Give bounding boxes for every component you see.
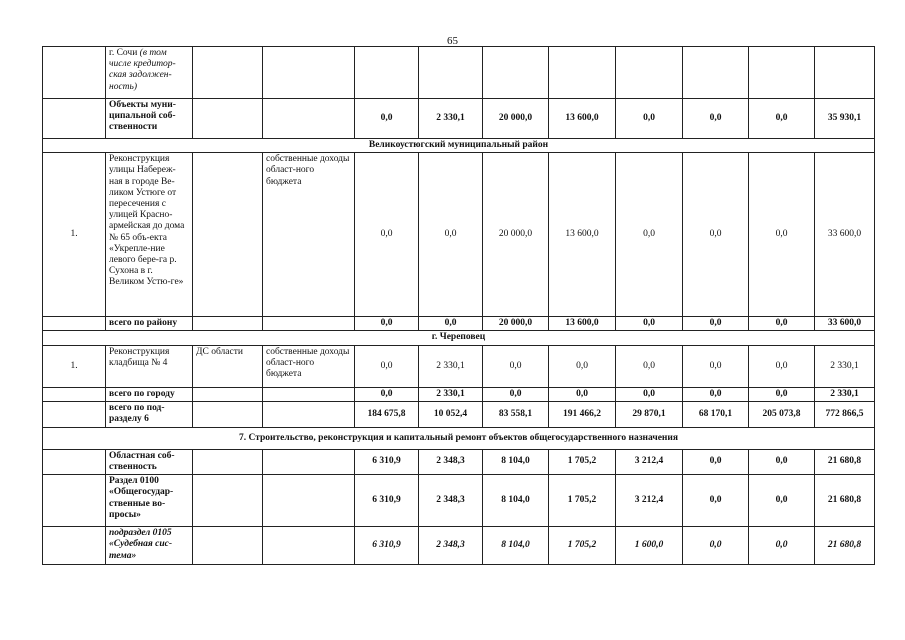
table-row: [43, 527, 875, 565]
object-name-cell: Объекты муни-ципальной соб-ственности: [106, 99, 193, 139]
customer-cell: [193, 153, 263, 317]
funding-source-cell: [263, 527, 355, 565]
object-name-cell: Реконструкция кладбища № 4: [106, 345, 193, 387]
section-row: [43, 139, 875, 153]
empty-cell: [483, 47, 549, 99]
table-row: [43, 449, 875, 474]
row-number-cell: [43, 449, 106, 474]
value-cell: 13 600,0: [549, 317, 616, 331]
object-name-note: (в том числе кредитор-ская задолжен-ность): [109, 48, 176, 92]
row-number-cell: 1.: [43, 345, 106, 387]
value-cell: 1 705,2: [549, 475, 616, 527]
value-cell: 0,0: [616, 387, 683, 401]
customer-cell: [193, 449, 263, 474]
value-cell: 3 212,4: [616, 449, 683, 474]
row-number-cell: [43, 401, 106, 427]
object-name-cell: Реконструкция улицы Набереж-ная в городе Ве-ликом Устюге от пересечения с улицей Красно-армейская до дома № 65 объ-екта «Укрепле-ние левого бере-га р. Сухона в г. Великом Устю-ге»: [106, 153, 193, 317]
value-cell: 1 705,2: [549, 449, 616, 474]
customer-cell: [193, 99, 263, 139]
value-cell: 0,0: [683, 527, 749, 565]
value-cell: 0,0: [483, 345, 549, 387]
table-row: [43, 401, 875, 427]
value-cell: 0,0: [683, 317, 749, 331]
value-cell: 0,0: [749, 475, 815, 527]
table-row: [43, 47, 875, 99]
value-cell: 772 866,5: [815, 401, 875, 427]
value-cell: 0,0: [355, 387, 419, 401]
value-cell: 1 600,0: [616, 527, 683, 565]
value-cell: 0,0: [683, 345, 749, 387]
value-cell: 20 000,0: [483, 317, 549, 331]
section-title: г. Череповец: [43, 331, 875, 345]
value-cell: 21 680,8: [815, 449, 875, 474]
table-body: [43, 47, 875, 565]
value-cell: 0,0: [683, 449, 749, 474]
funding-source-cell: собственные доходы област-ного бюджета: [263, 345, 355, 387]
empty-cell: [263, 47, 355, 99]
object-name-cell: [106, 47, 193, 99]
row-number-cell: [43, 387, 106, 401]
object-name-cell: всего по под-разделу 6: [106, 401, 193, 427]
funding-source-cell: [263, 99, 355, 139]
value-cell: 0,0: [419, 153, 483, 317]
value-cell: 0,0: [616, 345, 683, 387]
value-cell: 21 680,8: [815, 475, 875, 527]
empty-cell: [616, 47, 683, 99]
value-cell: 21 680,8: [815, 527, 875, 565]
funding-source-cell: [263, 317, 355, 331]
object-name-cell: Раздел 0100 «Общегосудар-ственные во-просы»: [106, 475, 193, 527]
funding-source-cell: [263, 387, 355, 401]
funding-source-cell: [263, 475, 355, 527]
value-cell: 0,0: [616, 317, 683, 331]
value-cell: 0,0: [749, 449, 815, 474]
object-name-cell: всего по городу: [106, 387, 193, 401]
table-row: [43, 475, 875, 527]
table-row: [43, 153, 875, 317]
value-cell: 0,0: [549, 345, 616, 387]
value-cell: 8 104,0: [483, 449, 549, 474]
empty-cell: [193, 47, 263, 99]
value-cell: 0,0: [749, 345, 815, 387]
funding-source-cell: [263, 401, 355, 427]
value-cell: 6 310,9: [355, 475, 419, 527]
value-cell: 1 705,2: [549, 527, 616, 565]
value-cell: 0,0: [749, 153, 815, 317]
funding-source-cell: собственные доходы област-ного бюджета: [263, 153, 355, 317]
value-cell: 0,0: [683, 99, 749, 139]
value-cell: 0,0: [683, 475, 749, 527]
value-cell: 6 310,9: [355, 527, 419, 565]
value-cell: 13 600,0: [549, 153, 616, 317]
customer-cell: [193, 401, 263, 427]
empty-cell: [683, 47, 749, 99]
value-cell: 0,0: [749, 317, 815, 331]
value-cell: 2 330,1: [815, 387, 875, 401]
table-row: [43, 317, 875, 331]
row-number-cell: [43, 47, 106, 99]
value-cell: 20 000,0: [483, 99, 549, 139]
value-cell: 3 212,4: [616, 475, 683, 527]
value-cell: 0,0: [749, 387, 815, 401]
value-cell: 2 330,1: [419, 345, 483, 387]
value-cell: 33 600,0: [815, 153, 875, 317]
row-number-cell: [43, 527, 106, 565]
value-cell: 2 348,3: [419, 449, 483, 474]
value-cell: 33 600,0: [815, 317, 875, 331]
value-cell: 6 310,9: [355, 449, 419, 474]
value-cell: 2 330,1: [419, 387, 483, 401]
value-cell: 2 330,1: [419, 99, 483, 139]
value-cell: 8 104,0: [483, 527, 549, 565]
value-cell: 0,0: [683, 387, 749, 401]
table-row: [43, 387, 875, 401]
value-cell: 83 558,1: [483, 401, 549, 427]
value-cell: 0,0: [355, 153, 419, 317]
table-row: [43, 99, 875, 139]
value-cell: 0,0: [355, 99, 419, 139]
object-name-cell: подраздел 0105 «Судебная сис-тема»: [106, 527, 193, 565]
section-title: 7. Строительство, реконструкция и капитальный ремонт объектов общегосударственного назначения: [43, 427, 875, 449]
object-name-cell: Областная соб-ственность: [106, 449, 193, 474]
customer-cell: [193, 527, 263, 565]
value-cell: 35 930,1: [815, 99, 875, 139]
value-cell: 2 348,3: [419, 527, 483, 565]
empty-cell: [355, 47, 419, 99]
customer-cell: [193, 317, 263, 331]
value-cell: 0,0: [749, 527, 815, 565]
empty-cell: [815, 47, 875, 99]
value-cell: 68 170,1: [683, 401, 749, 427]
row-number-cell: [43, 317, 106, 331]
value-cell: 191 466,2: [549, 401, 616, 427]
value-cell: 0,0: [419, 317, 483, 331]
section-title: Великоустюгский муниципальный район: [43, 139, 875, 153]
object-name-prefix: г. Сочи: [109, 48, 140, 58]
empty-cell: [749, 47, 815, 99]
value-cell: 10 052,4: [419, 401, 483, 427]
value-cell: 0,0: [616, 153, 683, 317]
value-cell: 0,0: [616, 99, 683, 139]
customer-cell: [193, 475, 263, 527]
value-cell: 0,0: [355, 345, 419, 387]
section-row: [43, 427, 875, 449]
empty-cell: [419, 47, 483, 99]
value-cell: 0,0: [749, 99, 815, 139]
value-cell: 0,0: [355, 317, 419, 331]
budget-table: [42, 46, 875, 565]
value-cell: 2 330,1: [815, 345, 875, 387]
section-row: [43, 331, 875, 345]
customer-cell: ДС области: [193, 345, 263, 387]
value-cell: 205 073,8: [749, 401, 815, 427]
value-cell: 0,0: [483, 387, 549, 401]
value-cell: 29 870,1: [616, 401, 683, 427]
customer-cell: [193, 387, 263, 401]
value-cell: 2 348,3: [419, 475, 483, 527]
empty-cell: [549, 47, 616, 99]
value-cell: 0,0: [683, 153, 749, 317]
value-cell: 13 600,0: [549, 99, 616, 139]
value-cell: 184 675,8: [355, 401, 419, 427]
row-number-cell: 1.: [43, 153, 106, 317]
table-row: [43, 345, 875, 387]
funding-source-cell: [263, 449, 355, 474]
value-cell: 0,0: [549, 387, 616, 401]
row-number-cell: [43, 475, 106, 527]
page-number: 65: [447, 35, 458, 47]
object-name-cell: всего по району: [106, 317, 193, 331]
value-cell: 8 104,0: [483, 475, 549, 527]
row-number-cell: [43, 99, 106, 139]
value-cell: 20 000,0: [483, 153, 549, 317]
